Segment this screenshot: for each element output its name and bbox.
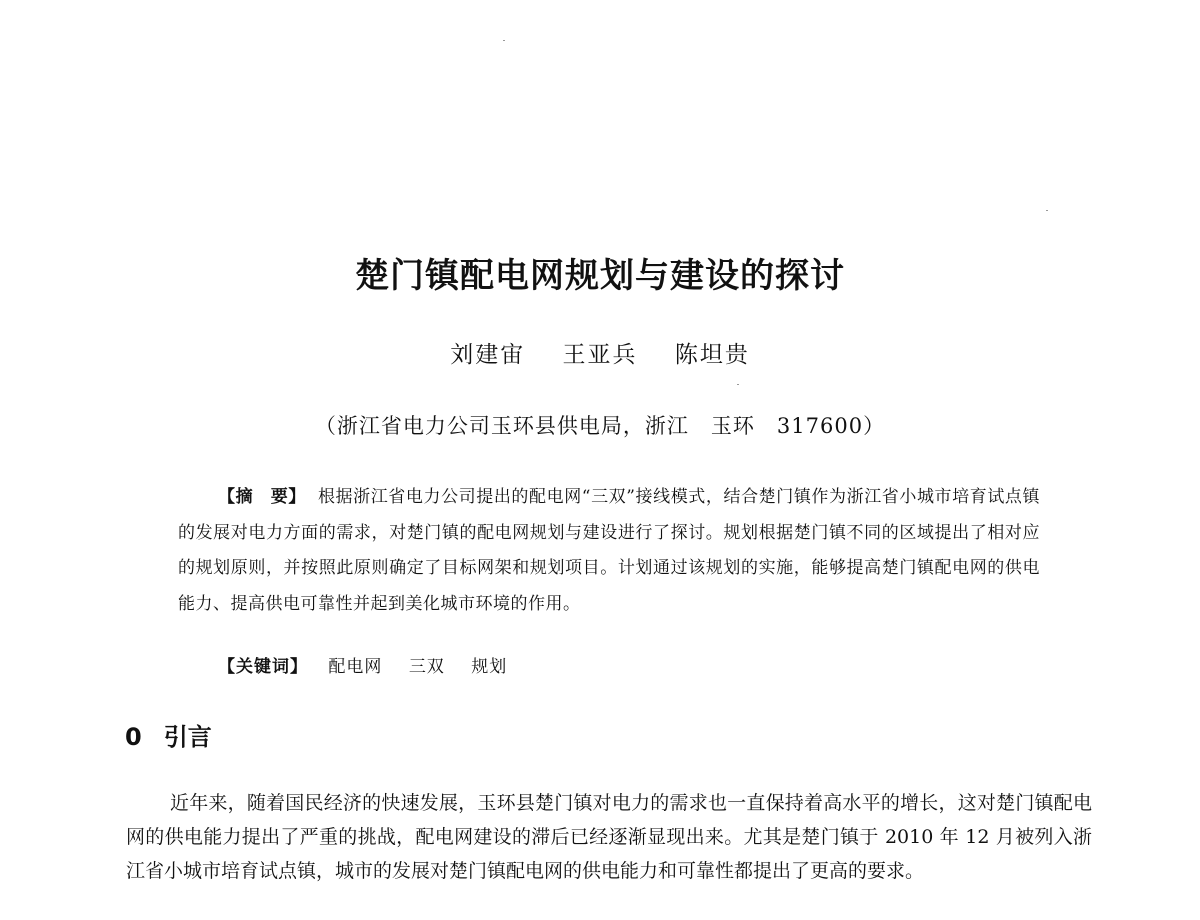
abstract-block: [178, 480, 1040, 622]
keywords-block: [218, 652, 527, 677]
paper-title: 楚门镇配电网规划与建设的探讨: [355, 256, 845, 296]
author-name: 刘建宙: [450, 342, 526, 368]
body-paragraph: 近年来，随着国民经济的快速发展，玉环县楚门镇对电力的需求也一直保持着高水平的增长，这对楚门镇配电网的供电能力提出了严重的挑战，配电网建设的滞后已经逐渐显现出来。尤其是楚门镇于 2010 年 12 月被列入浙江省小城市培育试点镇，城市的发展对楚门镇配电网的供电能力和可靠性都提出了更高的要求。: [126, 792, 1092, 882]
keyword: 规划: [471, 657, 508, 677]
abstract-label: 【摘 要】: [218, 487, 306, 507]
keyword: 配电网: [328, 657, 383, 677]
author-list: [0, 336, 1200, 369]
author-affiliation: （浙江省电力公司玉环县供电局，浙江 玉环 317600）: [314, 414, 886, 438]
keywords-label: 【关键词】: [218, 657, 308, 677]
scan-speck: [737, 384, 739, 385]
abstract-text: 根据浙江省电力公司提出的配电网“三双”接线模式，结合楚门镇作为浙江省小城市培育试点镇的发展对电力方面的需求，对楚门镇的配电网规划与建设进行了探讨。规划根据楚门镇不同的区域提出了相对应的规划原则，并按照此原则确定了目标网架和规划项目。计划通过该规划的实施，能够提高楚门镇配电网的供电能力、提高供电可靠性并起到美化城市环境的作用。: [178, 487, 1040, 614]
section-heading: [125, 717, 212, 752]
author-name: 王亚兵: [562, 342, 638, 368]
scan-speck: [503, 40, 505, 41]
scan-speck: [1046, 210, 1048, 211]
section-title: 引言: [163, 723, 212, 751]
section-number: 0: [125, 723, 142, 751]
keyword: 三双: [408, 657, 445, 677]
author-name: 陈坦贵: [674, 342, 750, 368]
